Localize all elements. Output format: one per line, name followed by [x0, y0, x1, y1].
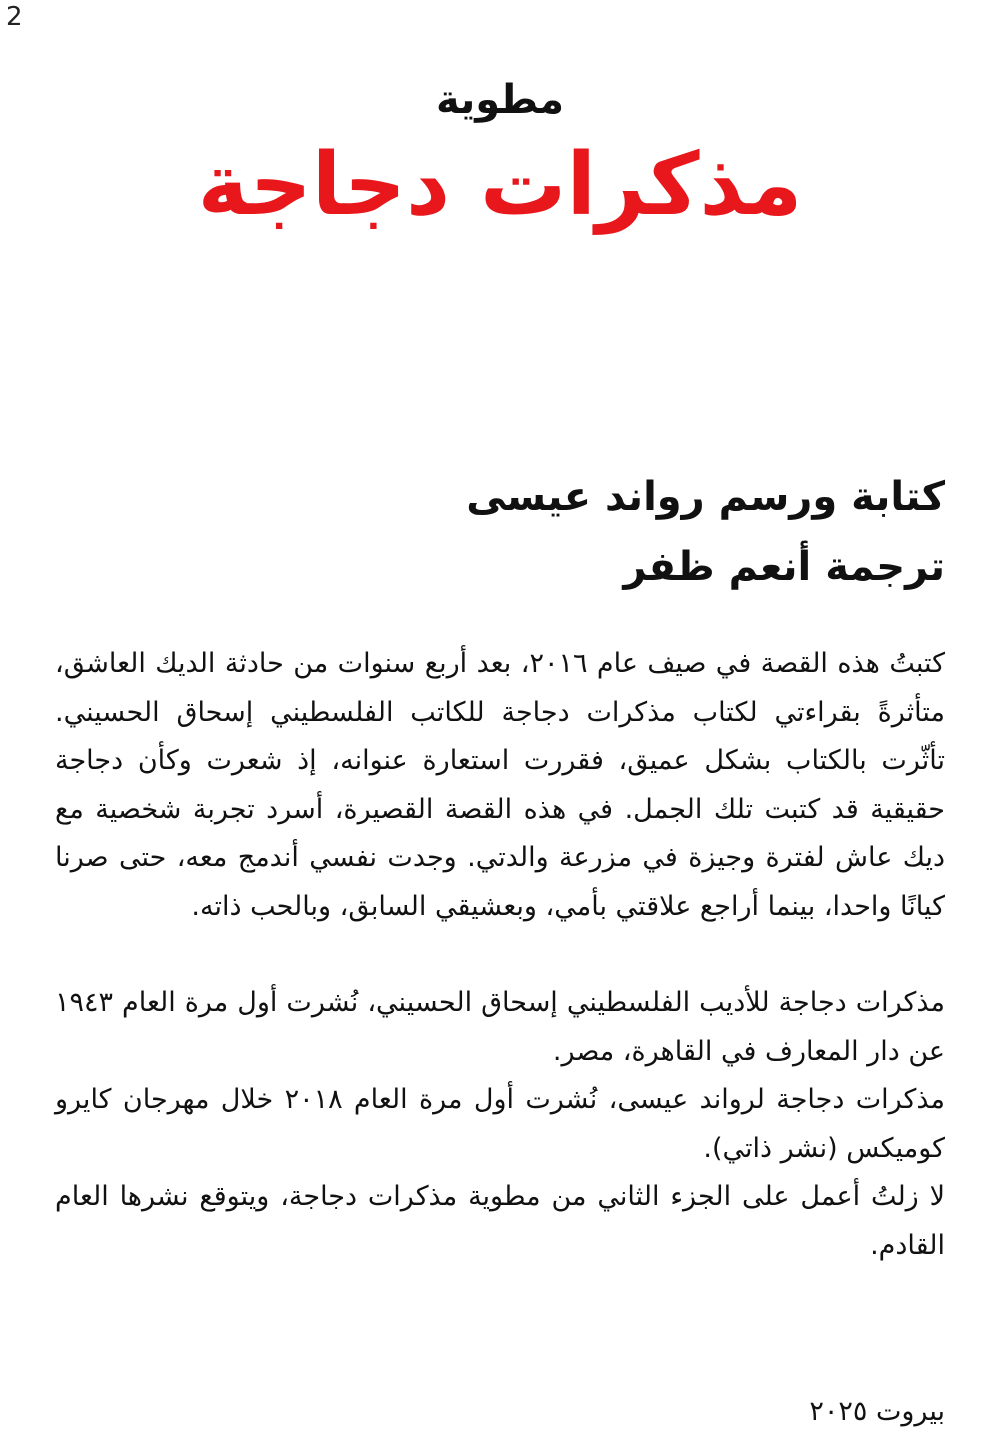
author-credit: كتابة ورسم رواند عيسى [466, 474, 945, 520]
publication-note-upcoming: لا زلتُ أعمل على الجزء الثاني من مطوية مذكرات دجاجة، ويتوقع نشرها العام القادم. [55, 1181, 945, 1261]
title-block [0, 70, 1000, 240]
body-text [55, 640, 945, 1270]
page-number: 2 [6, 2, 23, 32]
booklet-kicker: مطوية [435, 77, 565, 123]
book-title: مذكرات دجاجة [197, 135, 803, 235]
intro-paragraph: كتبتُ هذه القصة في صيف عام ٢٠١٦، بعد أربع سنوات من حادثة الديك العاشق، متأثرةً بقراءتي لكتاب مذكرات دجاجة للكاتب الفلسطيني إسحاق الحسيني. تأثّرت بالكتاب بشكل عميق، فقررت استعارة عنوانه، إذ شعرت وكأن دجاجة حقيقية قد كتبت تلك الجمل. في هذه القصة القصيرة، أسرد تجربة شخصية مع ديك عاش لفترة وجيزة في مزرعة والدتي. وجدت نفسي أندمج معه، حتى صرنا كيانًا واحدا، بينما أراجع علاقتي بأمي، وبعشيقي السابق، وبالحب ذاته. [55, 648, 945, 922]
translator-credit: ترجمة أنعم ظفر [623, 544, 945, 590]
publication-note-current: مذكرات دجاجة لرواند عيسى، نُشرت أول مرة العام ٢٠١٨ خلال مهرجان كايرو كوميكس (نشر ذاتي). [55, 1084, 945, 1164]
publication-note-original: مذكرات دجاجة للأديب الفلسطيني إسحاق الحسيني، نُشرت أول مرة العام ١٩٤٣ عن دار المعارف في القاهرة، مصر. [55, 987, 945, 1067]
credits [55, 462, 945, 602]
place-date: بيروت ٢٠٢٥ [809, 1396, 945, 1427]
